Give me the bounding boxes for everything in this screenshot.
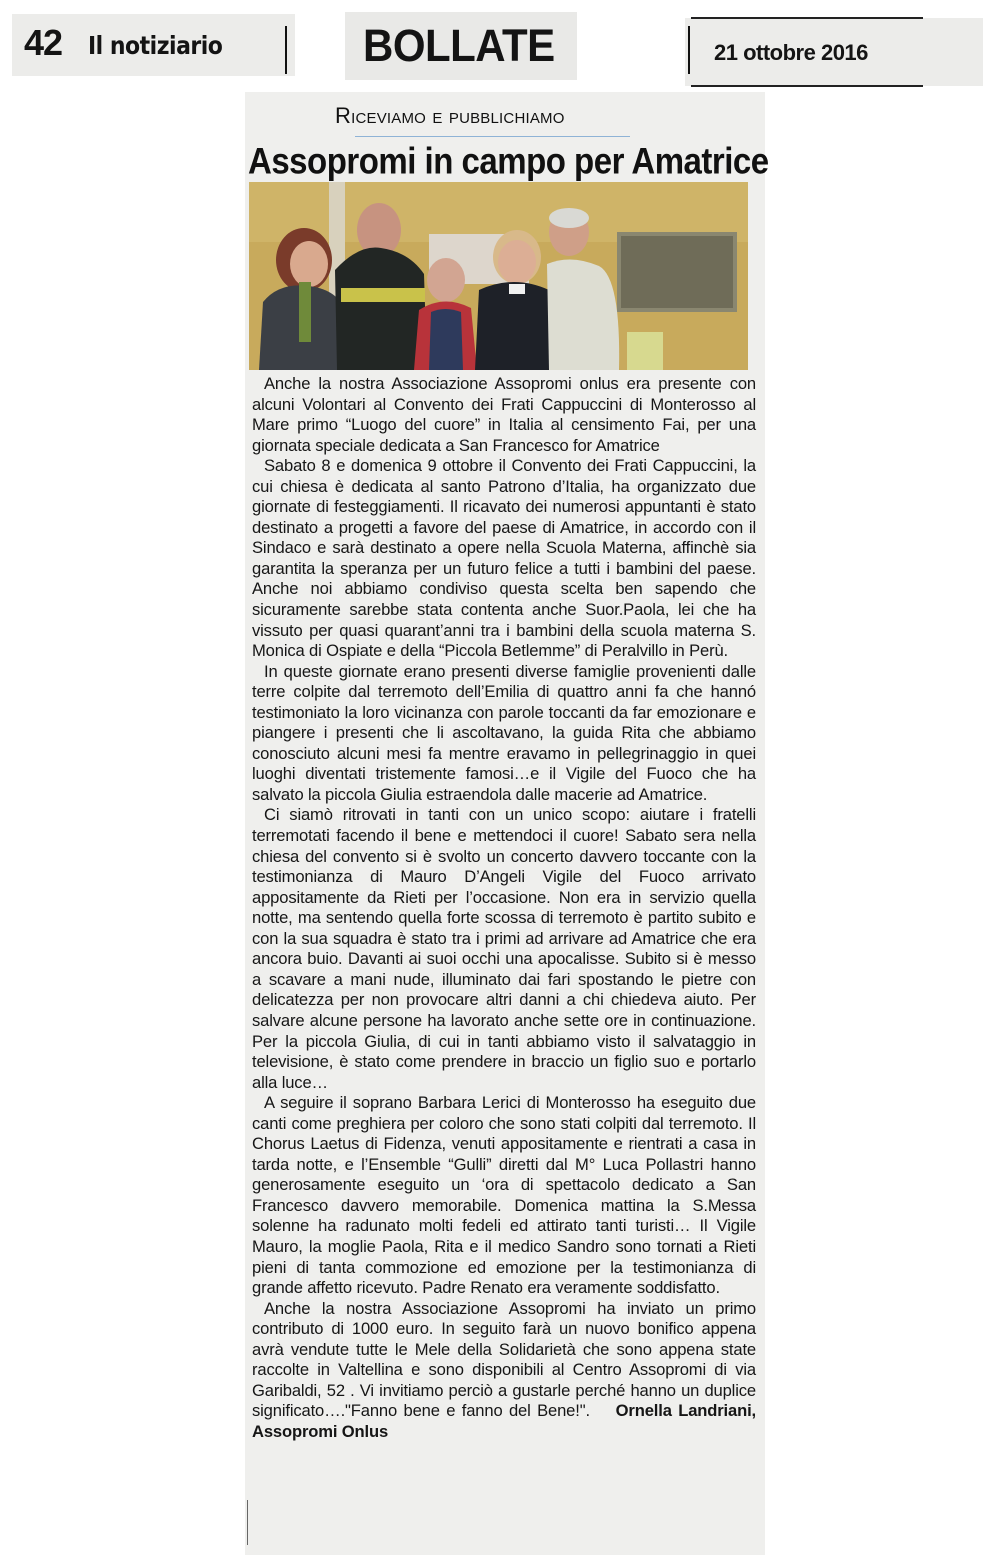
article-paragraph: A seguire il soprano Barbara Lerici di Monterosso ha eseguito due canti come preghiera per coloro che sono stati colpiti dal terremoto. Il Chorus Laetus di Fidenza, venuti appositamente e rientrati a casa in tarda notte, e l’Ensemble “Gulli” diretti dal M° Luca Pollastri hanno generosamente eseguito un ‘ora di spettacolo dedicato a San Francesco davvero memorabile. Domenica mattina la S.Messa solenne ha radunato molti fedeli ed attirato tanti turisti… Il Vigile Mauro, la moglie Paola, Rita e il medico Sandro sono tornati a Rieti pieni di tanta commozione ed emozione per la testimonianza di grande affetto ricevuto. Padre Renato era veramente soddisfatto. bbox=[252, 1093, 756, 1298]
article-paragraph: Sabato 8 e domenica 9 ottobre il Convento dei Frati Cappuccini, la cui chiesa è dedicata al santo Patrono d’Italia, ha organizzato due giornate di festeggiamenti. Il ricavato dei numerosi appuntanti è stato destinato a progetti a favore del paese di Amatrice, in accordo con il Sindaco e sarà destinato a opere nella Scuola Materna, affinchè sia garantita la speranza per un futuro felice a tutti i bambini del paese. Anche noi abbiamo condiviso questa scelta ben sapendo che sicuramente sarebbe stata contenta anche Suor.Paola, lei che ha vissuto per quasi quarant’anni tra i bambini della scuola materna S. Monica di Ospiate e della “Piccola Betlemme” di Peralvillo in Perù. bbox=[252, 456, 756, 661]
article-paragraph: In queste giornate erano presenti diverse famiglie provenienti dalle terre colpite dal terremoto dell’Emilia di quattro anni fa che hannó testimoniato la loro vicinanza con parole toccanti da far emozionare e piangere i presenti che li ascoltavano, la guida Rita che abbiamo conosciuto alcuni mesi fa mentre eravamo in pellegrinaggio in quei luoghi diventati tristemente famosi…e il Vigile del Fuoco che ha salvato la piccola Giulia estraendola dalle macerie ad Amatrice. bbox=[252, 661, 756, 804]
article-paragraph: Ci siamò ritrovati in tanti con un unico scopo: aiutare i fratelli terremotati facendo il bene e mettendoci il cuore! Sabato sera nella chiesa del convento si è svolto un concerto davvero toccante con la testimonianza di Mauro D’Angeli Vigile del Fuoco arrivato appositamente da Rieti per l’occasione. Non era in servizio quella notte, ma sentendo quella forte scossa di terremoto è partito subito e con la sua squadra è stato tra i primi ad arrivare ad Amatrice che era ancora buio. Davanti ai suoi occhi una apocalisse. Subito si è messo a scavare a mani nude, illuminato dai fari spostando le pietre con delicatezza per non provocare altri danni a chi chiedeva aiuto. Per salvare alcune persone ha lavorato anche sette ore in continuazione. Per la piccola Giulia, di cui in tanti abbiamo visto il salvataggio in televisione, è stato come prendere in braccio un figlio suo e portarlo alla luce… bbox=[252, 805, 756, 1092]
issue-date: 21 ottobre 2016 bbox=[714, 40, 868, 65]
date-rule-bottom bbox=[691, 85, 923, 87]
header-divider bbox=[688, 26, 690, 74]
date-rule-top bbox=[691, 17, 923, 19]
article-headline: Assopromi in campo per Amatrice bbox=[248, 140, 769, 182]
article-paragraph: Anche la nostra Associazione Assopromi onlus era presente con alcuni Volontari al Convento dei Frati Cappuccini di Monterosso al Mare primo “Luogo del cuore” in Italia al censimento Fai, per una giornata speciale dedicata a San Francesco for Amatrice bbox=[252, 374, 756, 455]
article-paragraph-text: Anche la nostra Associazione Assopromi ha inviato un primo contributo di 1000 euro. In seguito farà un nuovo bonifico appena avrà vendute tutte le Mele della Solidarietà che sono appena state raccolte in Valtellina e sono disponibili al Centro Assopromi di via Garibaldi, 52 . Vi invitiamo perciò a gustarle perché hanno un duplice significato…."Fanno bene e fanno del Bene!". bbox=[252, 1298, 756, 1421]
kicker-underline bbox=[355, 136, 630, 137]
group-photo-icon bbox=[249, 182, 748, 370]
article-photo bbox=[249, 182, 748, 370]
article-signature: Ornella Landriani, Assopromi Onlus bbox=[252, 1401, 757, 1441]
section-name: BOLLATE bbox=[363, 20, 555, 71]
article-paragraph-last bbox=[252, 1299, 756, 1443]
page-number: 42 bbox=[24, 22, 63, 63]
article-kicker: Riceviamo e pubblichiamo bbox=[335, 103, 565, 128]
column-edge-rule bbox=[247, 1500, 248, 1545]
newspaper-name: Il notiziario bbox=[88, 32, 223, 61]
article-body bbox=[252, 374, 756, 1442]
header-divider bbox=[285, 26, 287, 74]
